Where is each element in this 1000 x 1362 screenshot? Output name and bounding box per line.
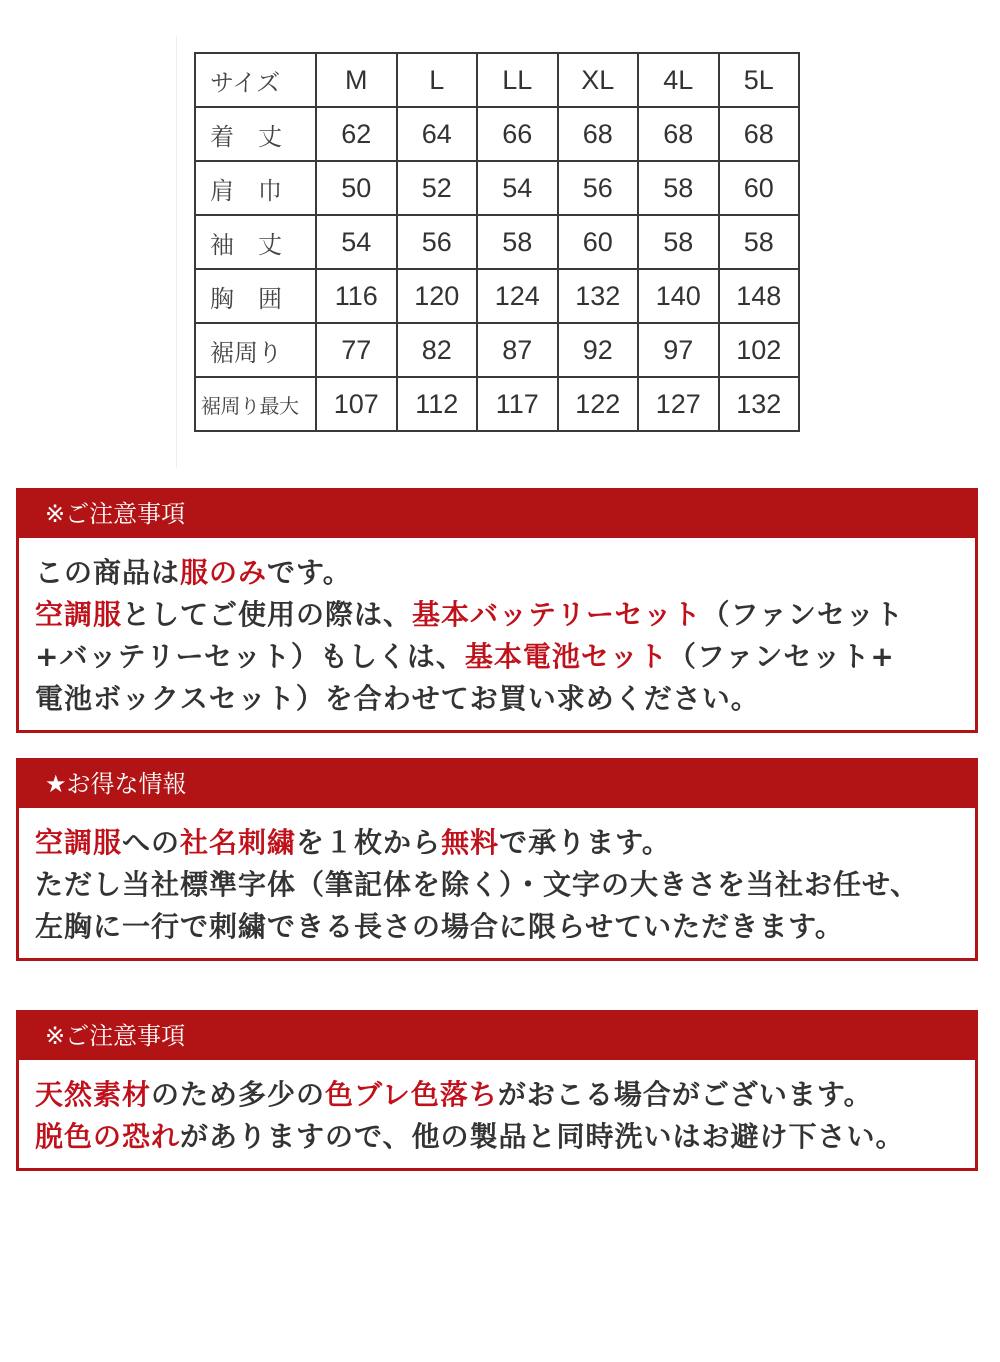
notice-text: を１枚から bbox=[296, 826, 442, 859]
table-cell: 58 bbox=[638, 161, 719, 215]
notice-text: 左胸に一行で刺繍できる長さの場合に限らせていただきます。 bbox=[35, 910, 844, 943]
notice-text: としてご使用の際は、 bbox=[122, 598, 413, 631]
notice-text: です。 bbox=[267, 556, 352, 589]
size-header-cell: 4L bbox=[638, 53, 719, 107]
notice-good-info bbox=[16, 758, 978, 961]
row-label: 袖 丈 bbox=[195, 215, 316, 269]
notice-text: 電池ボックスセット）を合わせてお買い求めください。 bbox=[35, 682, 760, 715]
notice-text: （ファンセット bbox=[701, 598, 904, 631]
row-label: 着 丈 bbox=[195, 107, 316, 161]
highlight-text: 色ブレ色落ち bbox=[325, 1078, 498, 1111]
table-cell: 87 bbox=[477, 323, 558, 377]
table-row bbox=[195, 107, 799, 161]
notice-text: のため多少の bbox=[151, 1078, 326, 1111]
size-header-cell: M bbox=[316, 53, 397, 107]
table-row bbox=[195, 161, 799, 215]
notice-caution-1 bbox=[16, 488, 978, 733]
table-cell: 56 bbox=[397, 215, 478, 269]
notice-caution-2-body bbox=[19, 1060, 975, 1158]
highlight-text: 基本電池セット bbox=[464, 640, 668, 673]
notice-text: （ファンセット+ bbox=[667, 640, 895, 673]
notice-line bbox=[35, 1074, 959, 1116]
notice-caution-1-title: ※ご注意事項 bbox=[19, 491, 975, 538]
table-cell: 50 bbox=[316, 161, 397, 215]
notice-text: で承ります。 bbox=[499, 826, 671, 859]
row-label: 裾周り最大 bbox=[195, 377, 316, 431]
notice-text: ただし当社標準字体（筆記体を除く）・文字の大きさを当社お任せ、 bbox=[35, 868, 920, 901]
notice-text: この商品は bbox=[35, 556, 181, 589]
row-label: 肩 巾 bbox=[195, 161, 316, 215]
notice-text: +バッテリーセット）もしくは、 bbox=[35, 640, 465, 673]
table-cell: 56 bbox=[558, 161, 639, 215]
table-cell: 62 bbox=[316, 107, 397, 161]
table-cell: 64 bbox=[397, 107, 478, 161]
table-cell: 58 bbox=[477, 215, 558, 269]
table-cell: 132 bbox=[719, 377, 800, 431]
table-cell: 107 bbox=[316, 377, 397, 431]
size-table bbox=[194, 52, 800, 432]
notice-text: がおこる場合がございます。 bbox=[497, 1078, 873, 1111]
table-cell: 122 bbox=[558, 377, 639, 431]
table-cell: 68 bbox=[719, 107, 800, 161]
size-header-cell: LL bbox=[477, 53, 558, 107]
row-label: 裾周り bbox=[195, 323, 316, 377]
table-cell: 148 bbox=[719, 269, 800, 323]
table-cell: 58 bbox=[719, 215, 800, 269]
table-row bbox=[195, 269, 799, 323]
table-cell: 120 bbox=[397, 269, 478, 323]
highlight-text: 空調服 bbox=[35, 826, 123, 859]
highlight-text: 天然素材 bbox=[35, 1078, 152, 1111]
table-cell: 58 bbox=[638, 215, 719, 269]
table-cell: 66 bbox=[477, 107, 558, 161]
table-cell: 102 bbox=[719, 323, 800, 377]
highlight-text: 空調服 bbox=[35, 598, 123, 631]
row-label: 胸 囲 bbox=[195, 269, 316, 323]
table-cell: 132 bbox=[558, 269, 639, 323]
table-cell: 68 bbox=[558, 107, 639, 161]
size-header-cell: L bbox=[397, 53, 478, 107]
highlight-text: 基本バッテリーセット bbox=[412, 598, 702, 631]
notice-good-info-body bbox=[19, 808, 975, 948]
size-header-label: サイズ bbox=[195, 53, 316, 107]
table-cell: 97 bbox=[638, 323, 719, 377]
guide-line bbox=[176, 36, 177, 468]
highlight-text: 無料 bbox=[441, 826, 500, 859]
notice-line bbox=[35, 1116, 959, 1158]
table-row bbox=[195, 377, 799, 431]
notice-line bbox=[35, 822, 959, 864]
highlight-text: 脱色の恐れ bbox=[35, 1120, 181, 1153]
table-row bbox=[195, 323, 799, 377]
table-cell: 77 bbox=[316, 323, 397, 377]
table-cell: 82 bbox=[397, 323, 478, 377]
highlight-text: 服のみ bbox=[180, 556, 268, 589]
notice-line bbox=[35, 552, 959, 594]
notice-line bbox=[35, 636, 959, 678]
table-cell: 52 bbox=[397, 161, 478, 215]
table-cell: 140 bbox=[638, 269, 719, 323]
table-row bbox=[195, 215, 799, 269]
table-cell: 54 bbox=[477, 161, 558, 215]
table-cell: 112 bbox=[397, 377, 478, 431]
table-cell: 117 bbox=[477, 377, 558, 431]
table-cell: 60 bbox=[719, 161, 800, 215]
notice-line bbox=[35, 864, 959, 906]
table-cell: 54 bbox=[316, 215, 397, 269]
notice-line bbox=[35, 594, 959, 636]
table-cell: 60 bbox=[558, 215, 639, 269]
notice-line bbox=[35, 906, 959, 948]
table-cell: 116 bbox=[316, 269, 397, 323]
notice-caution-2-title: ※ご注意事項 bbox=[19, 1013, 975, 1060]
notice-text: がありますので、他の製品と同時洗いはお避け下さい。 bbox=[180, 1120, 905, 1153]
size-header-row bbox=[195, 53, 799, 107]
notice-text: への bbox=[122, 826, 181, 859]
table-cell: 127 bbox=[638, 377, 719, 431]
table-cell: 92 bbox=[558, 323, 639, 377]
table-cell: 68 bbox=[638, 107, 719, 161]
notice-caution-2 bbox=[16, 1010, 978, 1171]
notice-line bbox=[35, 678, 959, 720]
notice-good-info-title: ★お得な情報 bbox=[19, 761, 975, 808]
size-header-cell: XL bbox=[558, 53, 639, 107]
notice-caution-1-body bbox=[19, 538, 975, 720]
table-cell: 124 bbox=[477, 269, 558, 323]
highlight-text: 社名刺繍 bbox=[180, 826, 297, 859]
size-header-cell: 5L bbox=[719, 53, 800, 107]
